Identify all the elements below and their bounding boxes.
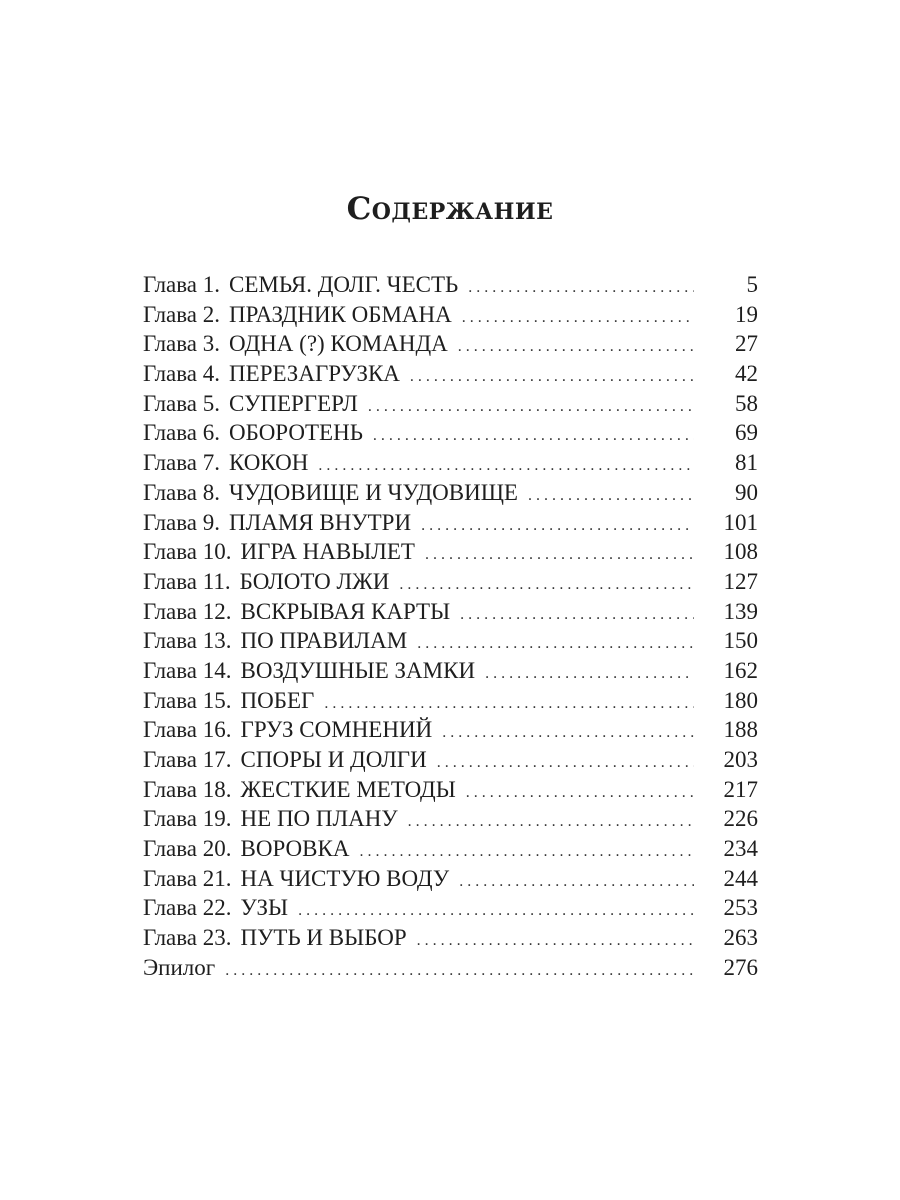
toc-entry[interactable]	[143, 804, 758, 834]
chapter-label: Глава 16.	[143, 717, 232, 743]
chapter-title: ПОБЕГ	[240, 687, 315, 713]
chapter-label: Глава 19.	[143, 806, 232, 832]
toc-entry[interactable]	[143, 893, 758, 923]
toc-entry[interactable]	[143, 745, 758, 775]
dot-leader	[410, 362, 694, 392]
dot-leader	[442, 718, 694, 748]
chapter-label: Эпилог	[143, 954, 216, 980]
chapter-label: Глава 8.	[143, 479, 221, 505]
dot-leader	[437, 748, 694, 778]
chapter-label: Глава 6.	[143, 420, 221, 446]
dot-leader	[399, 570, 694, 600]
toc-entry[interactable]	[143, 567, 758, 597]
chapter-title: ЖЕСТКИЕ МЕТОДЫ	[240, 776, 456, 802]
page-number: 180	[723, 687, 758, 713]
chapter-title: СПОРЫ И ДОЛГИ	[240, 747, 427, 772]
chapter-title: ПЕРЕЗАГРУЗКА	[229, 361, 400, 387]
chapter-title: СУПЕРГЕРЛ	[229, 390, 358, 416]
chapter-title: ПУТЬ И ВЫБОР	[240, 925, 407, 951]
chapter-title: ПРАЗДНИК ОБМАНА	[229, 301, 452, 327]
chapter-title: ОБОРОТЕНЬ	[229, 420, 363, 446]
page-number: 244	[723, 865, 758, 891]
chapter-title: ВОЗДУШНЫЕ ЗАМКИ	[240, 657, 476, 683]
dot-leader	[373, 421, 694, 451]
dot-leader	[359, 837, 694, 867]
chapter-title: ПО ПРАВИЛАМ	[240, 628, 408, 654]
toc-entry[interactable]	[143, 389, 758, 419]
dot-leader	[225, 956, 694, 986]
chapter-label: Глава 12.	[143, 598, 232, 624]
chapter-label: Глава 17.	[143, 747, 232, 772]
dot-leader	[466, 778, 694, 808]
page-number: 263	[723, 925, 758, 951]
dot-leader	[417, 629, 694, 659]
page-number: 253	[723, 895, 758, 921]
toc-entry[interactable]	[143, 448, 758, 478]
toc-entry[interactable]	[143, 686, 758, 716]
dot-leader	[298, 896, 694, 926]
chapter-title: ПЛАМЯ ВНУТРИ	[229, 509, 412, 535]
page-number: 69	[735, 420, 758, 446]
chapter-label: Глава 4.	[143, 361, 221, 387]
page-number: 150	[723, 628, 758, 654]
dot-leader	[460, 600, 694, 630]
dot-leader	[462, 303, 694, 333]
toc-entry[interactable]	[143, 508, 758, 538]
chapter-label: Глава 15.	[143, 687, 232, 713]
chapter-label: Глава 13.	[143, 628, 232, 654]
chapter-label: Глава 9.	[143, 509, 221, 535]
page-number: 139	[723, 598, 758, 624]
page-number: 108	[723, 539, 758, 565]
chapter-label: Глава 20.	[143, 836, 232, 862]
chapter-label: Глава 23.	[143, 925, 232, 951]
chapter-title: ИГРА НАВЫЛЕТ	[240, 539, 415, 565]
table-of-contents	[143, 270, 758, 983]
dot-leader	[459, 867, 694, 897]
toc-entry[interactable]	[143, 953, 758, 983]
chapter-label: Глава 5.	[143, 390, 221, 416]
toc-entry[interactable]	[143, 418, 758, 448]
toc-entry[interactable]	[143, 359, 758, 389]
page-number: 5	[746, 272, 758, 297]
dot-leader	[425, 540, 694, 570]
toc-entry[interactable]	[143, 300, 758, 330]
chapter-title: ГРУЗ СОМНЕНИЙ	[240, 717, 433, 743]
dot-leader	[318, 451, 694, 481]
page-number: 188	[723, 717, 758, 743]
page-number: 234	[723, 836, 758, 862]
chapter-label: Глава 7.	[143, 450, 221, 476]
chapter-label: Глава 3.	[143, 331, 221, 357]
chapter-label: Глава 1.	[143, 272, 221, 297]
toc-entry[interactable]	[143, 270, 758, 300]
chapter-title: ОДНА (?) КОМАНДА	[229, 331, 448, 357]
dot-leader	[485, 659, 694, 689]
page-number: 226	[723, 806, 758, 832]
page-number: 81	[735, 450, 758, 476]
dot-leader	[368, 392, 694, 422]
page-number: 101	[723, 509, 758, 535]
dot-leader	[324, 689, 694, 719]
page-number: 217	[723, 776, 758, 802]
page-number: 27	[735, 331, 758, 357]
toc-entry[interactable]	[143, 329, 758, 359]
page-number: 90	[735, 479, 758, 505]
page-number: 58	[735, 390, 758, 416]
page-title: Содержание	[346, 190, 554, 227]
toc-entry[interactable]	[143, 864, 758, 894]
toc-entry[interactable]	[143, 834, 758, 864]
chapter-title: СЕМЬЯ. ДОЛГ. ЧЕСТЬ	[229, 272, 459, 297]
chapter-label: Глава 11.	[143, 568, 231, 594]
toc-entry[interactable]	[143, 656, 758, 686]
chapter-title: ВОРОВКА	[240, 836, 350, 862]
chapter-label: Глава 22.	[143, 895, 232, 921]
toc-entry[interactable]	[143, 775, 758, 805]
dot-leader	[417, 926, 694, 956]
chapter-label: Глава 10.	[143, 539, 232, 565]
dot-leader	[421, 511, 694, 541]
dot-leader	[528, 481, 694, 511]
chapter-label: Глава 21.	[143, 865, 232, 891]
chapter-title: НЕ ПО ПЛАНУ	[240, 806, 398, 832]
page-number: 276	[723, 954, 758, 980]
page-number: 42	[735, 361, 758, 387]
toc-entry[interactable]	[143, 715, 758, 745]
toc-entry[interactable]	[143, 923, 758, 953]
dot-leader	[408, 807, 694, 837]
toc-entry[interactable]	[143, 597, 758, 627]
chapter-title: БОЛОТО ЛЖИ	[239, 568, 390, 594]
chapter-title: УЗЫ	[240, 895, 289, 921]
page-number: 127	[723, 568, 758, 594]
toc-entry[interactable]	[143, 626, 758, 656]
page-number: 162	[723, 657, 758, 683]
dot-leader	[458, 332, 694, 362]
chapter-title: ВСКРЫВАЯ КАРТЫ	[240, 598, 451, 624]
toc-entry[interactable]	[143, 537, 758, 567]
dot-leader	[468, 273, 694, 303]
chapter-title: ЧУДОВИЩЕ И ЧУДОВИЩЕ	[229, 479, 518, 505]
chapter-title: НА ЧИСТУЮ ВОДУ	[240, 865, 450, 891]
chapter-title: КОКОН	[229, 450, 309, 476]
chapter-label: Глава 14.	[143, 657, 232, 683]
chapter-label: Глава 2.	[143, 301, 221, 327]
chapter-label: Глава 18.	[143, 776, 232, 802]
page-number: 203	[723, 747, 758, 772]
page-number: 19	[735, 301, 758, 327]
toc-entry[interactable]	[143, 478, 758, 508]
